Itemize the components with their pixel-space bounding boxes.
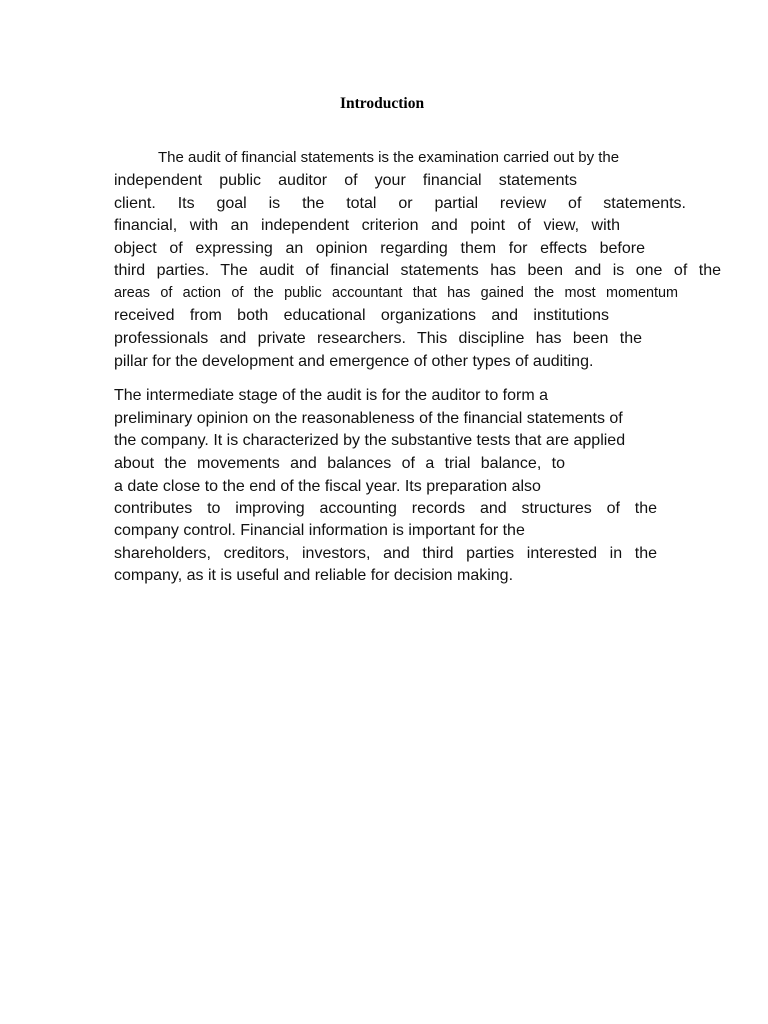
paragraph-1-line: areas of action of the public accountant that has gained the most momentum [114,285,678,301]
paragraph-2-line: The intermediate stage of the audit is for the auditor to form a [114,387,549,404]
paragraph-1-line: professionals and private researchers. This discipline has been the [114,330,642,347]
paragraph-2-line: about the movements and balances of a trial balance, to [114,455,565,472]
paragraph-2-line: shareholders, creditors, investors, and third parties interested in the [114,545,657,562]
paragraph-1-line: independent public auditor of your financial statements [114,172,577,189]
paragraph-1-line: pillar for the development and emergence of other types of auditing. [114,353,594,370]
paragraph-1-line: received from both educational organizations and institutions [114,307,609,324]
paragraph-2-line: the company. It is characterized by the substantive tests that are applied [114,432,626,449]
paragraph-1-line: The audit of financial statements is the examination carried out by the [158,149,620,166]
page-title: Introduction [339,95,425,112]
paragraph-1-line: financial, with an independent criterion and point of view, with [114,217,620,234]
paragraph-1-line: object of expressing an opinion regarding them for effects before [114,240,645,257]
paragraph-2-line: contributes to improving accounting records and structures of the [114,500,657,517]
paragraph-2-line: company control. Financial information is important for the [114,522,525,539]
paragraph-1-line: third parties. The audit of financial statements has been and is one of the [114,262,721,279]
paragraph-2-line: a date close to the end of the fiscal year. Its preparation also [114,478,541,495]
paragraph-2-line: company, as it is useful and reliable for decision making. [114,567,514,584]
paragraph-1-line: client. Its goal is the total or partial review of statements. [114,195,686,212]
paragraph-2-line: preliminary opinion on the reasonableness of the financial statements of [114,410,623,427]
